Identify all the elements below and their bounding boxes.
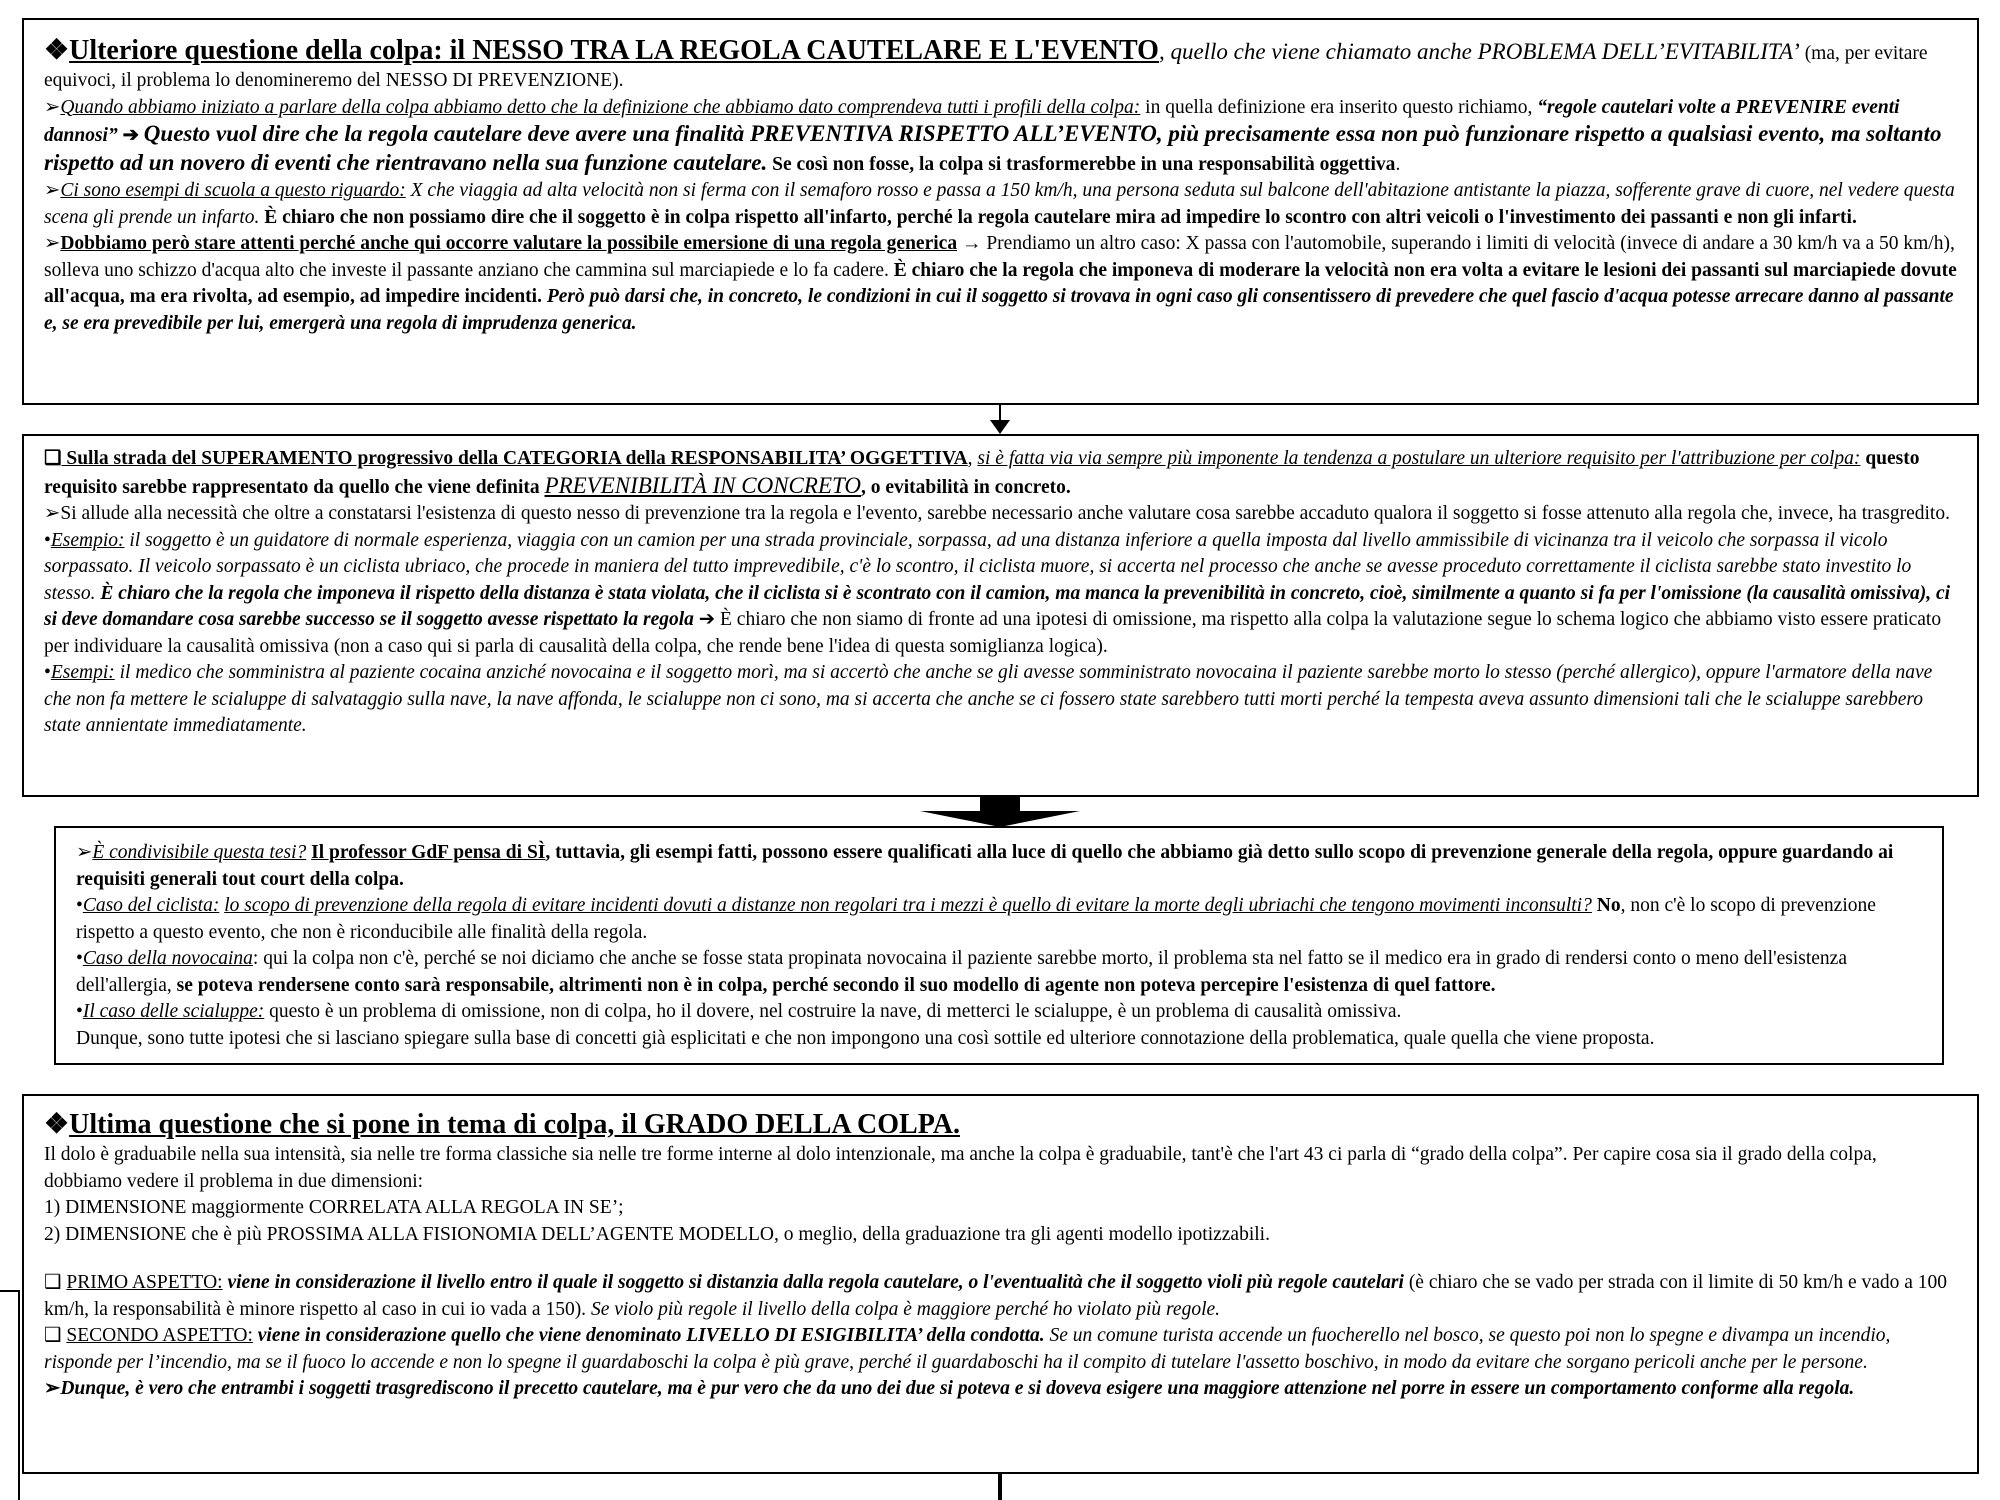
section-heading: ❖Ulteriore questione della colpa: il NESSO TRA LA REGOLA CAUTELARE E L'EVENTO, quello che viene chiamato anche PROBLEMA DELL’EVITABILITA’ (ma, per evitare equivoci, il problema lo denomineremo del NESSO DI PREVENZIONE). [44, 35, 1928, 91]
paragraph: ➢Quando abbiamo iniziato a parlare della colpa abbiamo detto che la definizione che abbiamo dato comprendeva tutti i profili della colpa: in quella definizione era inserito questo richiamo, “regole cautelari volte a PREVENIRE eventi dannosi” ➔ Questo vuol dire che la regola cautelare deve avere una finalità PREVENTIVA RISPETTO ALL’EVENTO, più precisamente essa non può funzionare rispetto a qualsiasi evento, ma soltanto rispetto ad un novero di eventi che rientravano nella sua funzione cautelare. Se così non fosse, la colpa si trasformerebbe in una responsabilità oggettiva. [44, 96, 1942, 175]
paragraph: ➢Ci sono esempi di scuola a questo riguardo: X che viaggia ad alta velocità non si ferma con il semaforo rosso e passa a 150 km/h, una persona seduta sul balcone dell'abitazione antistante la piazza, sofferente grave di cuore, nel vedere questa scena gli prende un infarto. È chiaro che non possiamo dire che il soggetto è in colpa rispetto all'infarto, perché la regola cautelare mira ad impedire lo scontro con altri veicoli o l'investimento dei passanti e non gli infarti. [44, 180, 1955, 228]
paragraph: ➢Dunque, è vero che entrambi i soggetti trasgrediscono il precetto cautelare, ma è pur vero che da uno dei due si poteva e si doveva esigere una maggiore attenzione nel porre in essere un comportamento conforme alla regola. [44, 1378, 1855, 1399]
down-arrow-icon [990, 420, 1010, 434]
paragraph: ❑ PRIMO ASPETTO: viene in considerazione il livello entro il quale il soggetto si distanzia dalla regola cautelare, o l'eventualità che il soggetto violi più regole cautelari (è chiaro che se vado per strada con il limite di 50 km/h e vado a 100 km/h, la responsabilità è minore rispetto al caso in cui io vada a 150). Se violo più regole il livello della colpa è maggiore perché ho violato più regole. [44, 1272, 1948, 1320]
paragraph: •Esempio: il soggetto è un guidatore di normale esperienza, viaggia con un camion per una strada provinciale, sorpassa, ad una distanza inferiore a quella imposta dal livello ammissibile di vicinanza tra il veicolo che sorpassa il vicolo sorpassato. Il veicolo sorpassato è un ciclista ubriaco, che procede in maniera del tutto imprevedibile, c'è lo scontro, il ciclista muore, si accerta nel processo che anche se avesse proceduto correttamente il ciclista sarebbe stato investito lo stesso. È chiaro che la regola che imponeva il rispetto della distanza è stata violata, che il ciclista si è scontrato con il camion, ma manca la prevenibilità in concreto, cioè, similmente a quanto si fa per l'omissione (la causalità omissiva), ci si deve domandare cosa sarebbe successo se il soggetto avesse rispettato la regola ➔ È chiaro che non siamo di fronte ad una ipotesi di omissione, ma rispetto alla colpa la valutazione segue lo schema logico che abbiamo visto essere praticato per individuare la causalità omissiva (non a caso qui si parla di causalità della colpa, che rende bene l'idea di questa somiglianza logica). [44, 529, 1951, 657]
paragraph: 2) DIMENSIONE che è più PROSSIMA ALLA FISIONOMIA DELL’AGENTE MODELLO, o meglio, della graduazione tra gli agenti modello ipotizzabili. [44, 1223, 1270, 1245]
arrow-bullet-icon: ➢ [44, 96, 61, 118]
paragraph: •Il caso delle scialuppe: questo è un problema di omissione, non di colpa, ho il dovere, nel costruire la nave, di metterci le scialuppe, è un problema di causalità omissiva. [76, 1001, 1402, 1022]
dot-bullet-icon: • [76, 1001, 83, 1022]
heading-text: Ulteriore questione della colpa: il NESSO TRA LA REGOLA CAUTELARE E L'EVENTO [69, 35, 1159, 66]
paragraph: Dunque, sono tutte ipotesi che si lasciano spiegare sulla base di concetti già esplicitati e che non impongono una così sottile ed ulteriore connotazione della problematica, quale quella che viene proposta. [76, 1027, 1655, 1049]
paragraph: •Caso del ciclista: lo scopo di prevenzione della regola di evitare incidenti dovuti a distanze non regolari tra i mezzi è quello di evitare la morte degli ubriachi che tengono movimenti inconsulti? No, non c'è lo scopo di prevenzione rispetto a questo evento, che non è riconducibile alle finalità della regola. [76, 895, 1876, 943]
section-nesso-prevenzione [22, 18, 1979, 405]
section-heading [44, 1108, 1959, 1142]
paragraph: ❑ SECONDO ASPETTO: viene in considerazione quello che viene denominato LIVELLO DI ESIGIBILITA’ della condotta. Se un comune turista accende un fuocherello nel bosco, se questo poi non lo spegne e divampa un incendio, risponde per l’incendio, ma se il fuoco lo accende e non lo spegne il guardaboschi la colpa è più grave, perché il guardaboschi ha il compito di tutelare l'assetto boschivo, in modo da evitare che sorgano pericoli anche per le persone. [44, 1325, 1891, 1373]
arrow-bullet-icon: ➢ [44, 180, 61, 201]
paragraph: ➢È condivisibile questa tesi? Il professor GdF pensa di SÌ, tuttavia, gli esempi fatti, possono essere qualificati alla luce di quello che abbiamo già detto sullo scopo di prevenzione generale della regola, oppure guardando ai requisiti generali tout court della colpa. [76, 842, 1894, 890]
side-connector [0, 1290, 20, 1292]
paragraph: •Caso della novocaina: qui la colpa non c'è, perché se noi diciamo che anche se fosse stata propinata novocaina il paziente sarebbe morto, il problema sta nel fatto se il medico era in grado di rendersi conto o meno dell'esistenza dell'allergia, se poteva rendersene conto sarà responsabile, altrimenti non è in colpa, perché secondo il suo modello di agente non poteva percepire l'esistenza di quel fattore. [76, 948, 1847, 996]
arrow-bullet-icon: ➢ [76, 842, 93, 863]
down-arrow-icon [920, 797, 1080, 827]
square-bullet-icon: ❑ [44, 1272, 62, 1293]
square-bullet-icon: ❑ [44, 448, 62, 469]
connector-line [998, 1474, 1002, 1500]
paragraph: •Esempi: il medico che somministra al paziente cocaina anziché novocaina e il soggetto morì, ma si accertò che anche se gli avesse somministrato novocaina il paziente sarebbe morto lo stesso (perché allergico), oppure l'armatore della nave che non fa mettere le scialuppe di salvataggio sulla nave, la nave affonda, le scialuppe non ci sono, ma si accerta che anche se ci fossero state sarebbero tutti morti perché la tempesta aveva assunto dimensioni tali che le scialuppe sarebbero state annientate immediatamente. [44, 662, 1933, 736]
paragraph: ➢Si allude alla necessità che oltre a constatarsi l'esistenza di questo nesso di prevenzione tra la regola e l'evento, sarebbe necessario anche valutare cosa sarebbe accaduto qualora il soggetto si fosse attenuto alla regola che, invece, ha trasgredito. [44, 503, 1950, 524]
arrow-bullet-icon: ➢ [44, 503, 61, 524]
section-grado-colpa [22, 1094, 1979, 1474]
arrow-bullet-icon: ➢ [44, 1378, 61, 1399]
section-prevenibilita-concreto [22, 434, 1979, 797]
paragraph: Il dolo è graduabile nella sua intensità, sia nelle tre forma classiche sia nelle tre forme interne al dolo intenzionale, ma anche la colpa è graduabile, tant'è che l'art 43 ci parla di “grado della colpa”. Per capire cosa sia il grado della colpa, dobbiamo vedere il problema in due dimensioni: [44, 1144, 1877, 1192]
side-connector [18, 1290, 20, 1500]
heading-text: Ultima questione che si pone in tema di colpa, il GRADO DELLA COLPA. [69, 1109, 960, 1140]
dot-bullet-icon: • [44, 662, 51, 683]
square-bullet-icon: ❑ [44, 1325, 62, 1346]
dot-bullet-icon: • [76, 948, 83, 969]
paragraph: ➢Dobbiamo però stare attenti perché anche qui occorre valutare la possibile emersione di una regola generica → Prendiamo un altro caso: X passa con l'automobile, superando i limiti di velocità (invece di andare a 30 km/h va a 50 km/h), solleva uno schizzo d'acqua alto che investe il passante anziano che cammina sul marciapiede e lo fa cadere. È chiaro che la regola che imponeva di moderare la velocità non era volta a evitare le lesioni dei passanti sul marciapiede dovute all'acqua, ma era rivolta, ad esempio, ad impedire incidenti. Però può darsi che, in concreto, le condizioni in cui il soggetto si trovava in ogni caso gli consentissero di prevedere che quel fascio d'acqua potesse arrecare danno al passante e, se era prevedibile per lui, emergerà una regola di imprudenza generica. [44, 233, 1957, 334]
paragraph: ❑ Sulla strada del SUPERAMENTO progressivo della CATEGORIA della RESPONSABILITA’ OGGETTIVA, si è fatta via via sempre più imponente la tendenza a postulare un ulteriore requisito per l'attribuzione per colpa: questo requisito sarebbe rappresentato da quello che viene definita PREVENIBILITÀ IN CONCRETO, o evitabilità in concreto. [44, 448, 1920, 498]
diamond-bullet-icon: ❖ [44, 1109, 70, 1140]
diamond-bullet-icon: ❖ [44, 35, 70, 66]
section-critica-tesi [54, 826, 1944, 1065]
arrow-bullet-icon: ➢ [44, 233, 61, 254]
dot-bullet-icon: • [76, 895, 83, 916]
paragraph: 1) DIMENSIONE maggiormente CORRELATA ALLA REGOLA IN SE’; [44, 1197, 624, 1218]
dot-bullet-icon: • [44, 529, 51, 551]
